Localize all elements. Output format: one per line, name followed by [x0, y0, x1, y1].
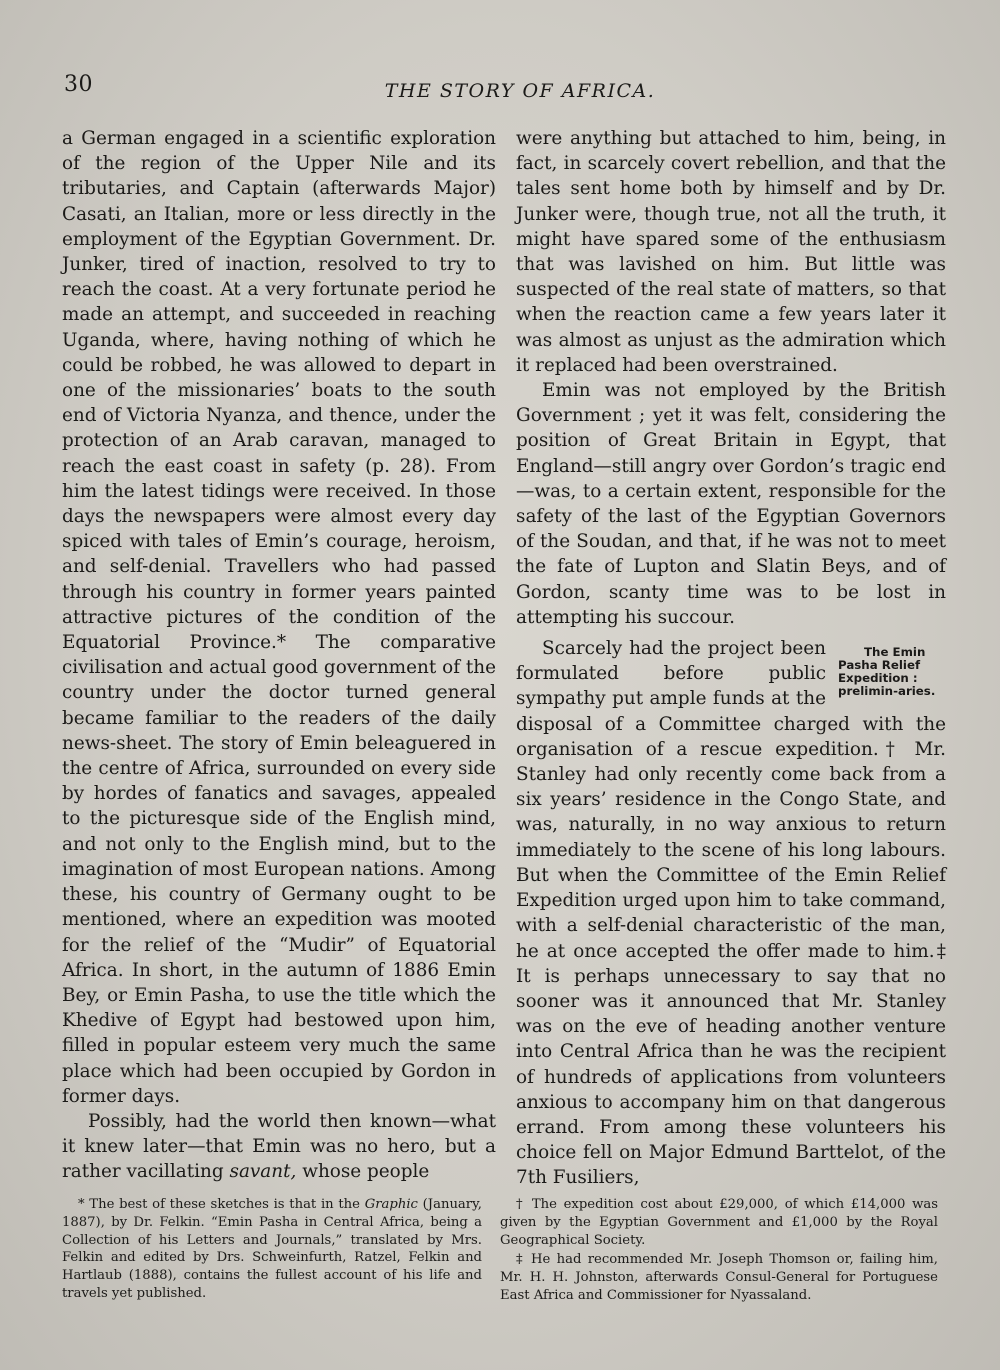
footnote: [62, 1196, 482, 1303]
paragraph: [516, 636, 946, 1190]
page-number: 30: [64, 72, 93, 97]
paragraph: were anything but attached to him, being, in fact, in scarcely covert rebellion, and that the tales sent home both by himself and by Dr. Junker were, though true, not all the truth, it might have spared some of the enthusiasm that was lavished on him. But little was suspected of the real state of matters, so that when the reaction came a few years later it was almost as unjust as the admiration which it replaced had been overstrained.: [516, 128, 946, 376]
text-run: (January, 1887), by Dr. Felkin. “Emin Pasha in Central Africa, being a Collection of his Letters and Journals,” translated by Mrs. Felkin and edited by Drs. Schweinfurth, Ratzel, Felkin and Hartlaub (1888), contains the fullest account of his life and travels yet published.: [62, 1197, 482, 1301]
footnote: ‡ He had recommended Mr. Joseph Thomson or, failing him, Mr. H. H. Johnston, afterwards Consul-General for Portuguese East Africa and Commissioner for Nyassaland.: [500, 1252, 938, 1303]
footnote: † The expedition cost about £29,000, of which £14,000 was given by the Egyptian Government and £1,000 by the Royal Geographical Society.: [500, 1197, 938, 1248]
paragraph: a German engaged in a scientific exploration of the region of the Upper Nile and its tributaries, and Captain (afterwards Major) Casati, an Italian, more or less directly in the employment of the Egyptian Government. Dr. Junker, tired of inaction, resolved to try to reach the coast. At a very fortunate period he made an attempt, and succeeded in reaching Uganda, where, having nothing of which he could be robbed, he was allowed to depart in one of the missionaries’ boats to the south end of Victoria Nyanza, and thence, under the protection of an Arab caravan, managed to reach the east coast in safety (p. 28). From him the latest tidings were received. In those days the newspapers were almost every day spiced with tales of Emin’s courage, heroism, and self-denial. Travellers who had passed through his country in former years painted attractive pictures of the condition of the Equatorial Province.* The comparative civilisation and actual good government of the country under the doctor turned general became familiar to the readers of the daily news-sheet. The story of Emin beleaguered in the centre of Africa, surrounded on every side by hordes of fanatics and savages, appealed to the picturesque side of the English mind, and not only to the English mind, but to the imagination of most European nations. Among these, his country of Germany ought to be mentioned, where an expedition was mooted for the relief of the “Mudir” of Equatorial Africa. In short, in the autumn of 1886 Emin Bey, or Emin Pasha, to use the title which the Khedive of Egypt had bestowed upon him, filled in popular esteem very much the same place which had been occupied by Gordon in former days.: [62, 128, 496, 1107]
left-column: [62, 126, 496, 1185]
footnotes-left: [62, 1196, 482, 1305]
text-run: Possibly, had the world then known—what it knew later—that Emin was no hero, but a rather vacillating: [62, 1110, 496, 1183]
text-run: * The best of these sketches is that in the: [78, 1197, 365, 1212]
italic-word: Graphic: [364, 1197, 418, 1212]
text-run: whose people: [296, 1161, 430, 1183]
margin-sidenote: The Emin Pasha Relief Expedition : prelimin-aries.: [838, 645, 936, 699]
text-run: Scarcely had the project been formulated before public sympathy put ample funds at the disposal of a Committee charged with the organisation of a rescue expedition.† Mr. Stanley had only recently come back from a six years’ residence in the Congo State, and was, naturally, in no way anxious to return immediately to the scene of his long labours. But when the Committee of the Emin Relief Expedition urged upon him to take command, with a self-denial characteristic of the man, he at once accepted the offer made to him.‡ It is perhaps unnecessary to say that no sooner was it announced that Mr. Stanley was on the eve of heading another venture into Central Africa than he was the recipient of hundreds of applications from volunteers anxious to accompany him on that dangerous errand. From among these volunteers his choice fell on Major Edmund Barttelot, of the 7th Fusiliers,: [516, 638, 946, 1189]
footnotes-right: [500, 1196, 938, 1307]
running-title: THE STORY OF AFRICA.: [384, 80, 656, 102]
paragraph: Emin was not employed by the British Government ; yet it was felt, considering the position of Great Britain in Egypt, that England—still angry over Gordon’s tragic end—was, to a certain extent, responsible for the safety of the last of the Egyptian Governors of the Soudan, and that, if he was not to meet the fate of Lupton and Slatin Beys, and of Gordon, scanty time was to be lost in attempting his succour.: [516, 380, 946, 628]
paragraph: [62, 1109, 496, 1185]
right-column: [516, 126, 946, 1191]
italic-word: savant,: [229, 1161, 297, 1183]
